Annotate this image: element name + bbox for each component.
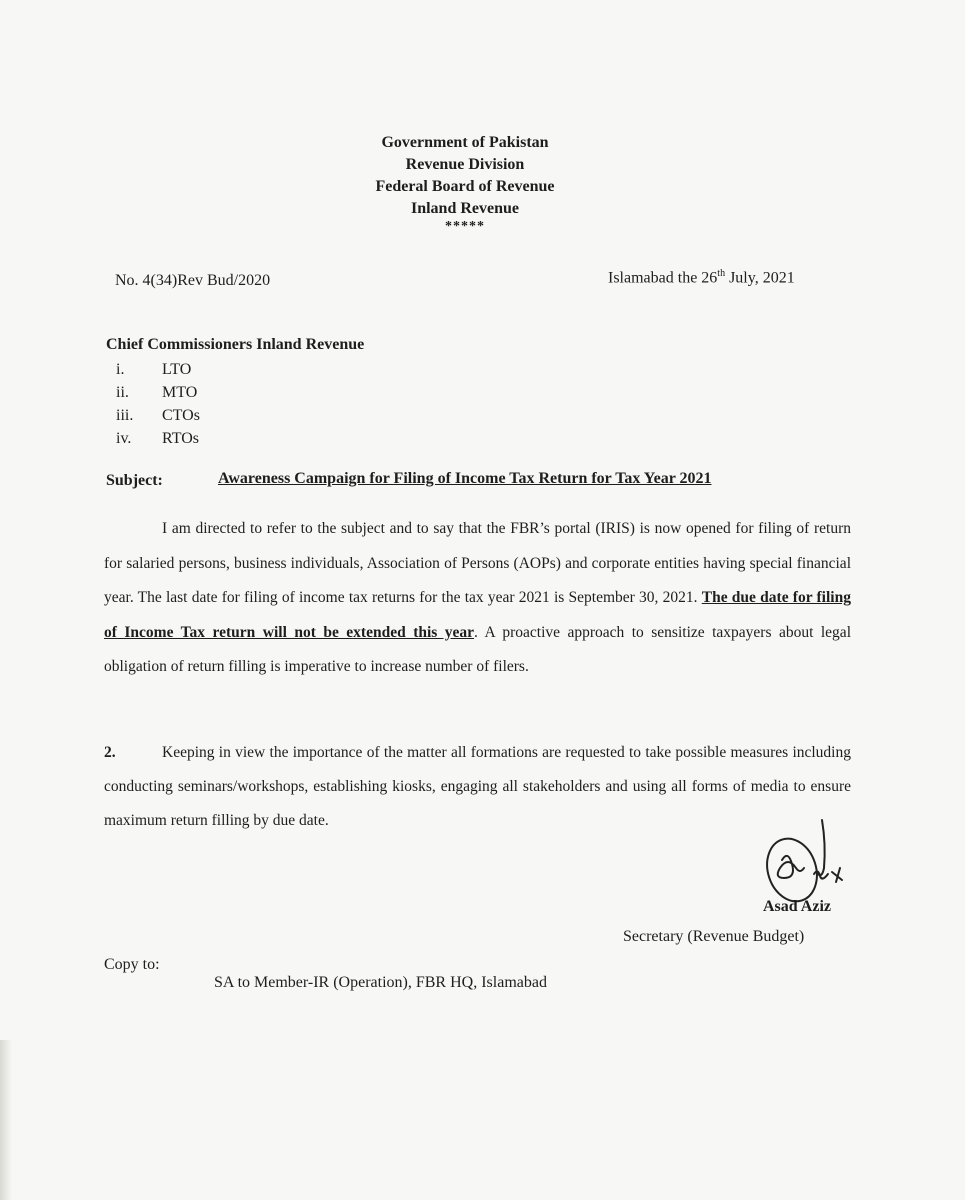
list-item <box>116 358 200 381</box>
letter-date <box>608 268 795 287</box>
reference-number: No. 4(34)Rev Bud/2020 <box>115 272 271 289</box>
list-item-number: i. <box>116 361 125 378</box>
date-ordinal-suffix: th <box>717 268 726 279</box>
letterhead <box>300 132 630 234</box>
paragraph-1-emphasis: The due date for filing of Income Tax return will not be extended this year <box>104 589 851 641</box>
paragraph-2 <box>104 736 851 838</box>
paragraph-2-text: Keeping in view the importance of the matter all formations are requested to take possible measures including conducting seminars/workshops, establishing kiosks, engaging all stakeholders and using all forms of media to ensure maximum return filling by due date. <box>104 744 851 829</box>
date-prefix: Islamabad the 26 <box>608 269 718 287</box>
addressee-list <box>116 358 200 450</box>
list-item-label: RTOs <box>162 430 199 447</box>
paragraph-2-number: 2. <box>104 744 116 761</box>
letterhead-wing: Inland Revenue <box>410 200 520 217</box>
date-rest: July, 2021 <box>725 269 795 287</box>
list-item-number: ii. <box>116 384 129 401</box>
handwritten-signature <box>752 812 852 904</box>
list-item <box>116 381 200 404</box>
signer-name: Asad Aziz <box>763 898 831 915</box>
page-edge-shadow <box>0 1040 12 1200</box>
letterhead-division: Revenue Division <box>405 156 525 173</box>
paragraph-1-text: I am directed to refer to the subject and to say that the FBR’s portal (IRIS) is now opened for filing of return for salaried persons, business individuals, Association of Persons (AOPs) and corporate entities having special financial year. The last date for filing of income tax returns for the tax year 2021 is September 30, 2021. <box>104 520 851 606</box>
signer-title: Secretary (Revenue Budget) <box>623 928 805 945</box>
list-item <box>116 427 200 450</box>
paragraph-1 <box>104 512 851 685</box>
letterhead-board: Federal Board of Revenue <box>375 178 555 195</box>
paragraph-1-text-end: . A proactive approach to sensitize taxpayers about legal obligation of return filling is imperative to increase number of filers. <box>104 623 851 675</box>
subject-label: Subject: <box>106 472 163 489</box>
addressee-title: Chief Commissioners Inland Revenue <box>106 336 365 353</box>
letterhead-stars: ***** <box>445 219 485 234</box>
subject-text: Awareness Campaign for Filing of Income Tax Return for Tax Year 2021 <box>218 470 712 487</box>
copy-to-label: Copy to: <box>104 956 160 973</box>
list-item-label: MTO <box>162 384 198 401</box>
list-item-label: LTO <box>162 361 192 378</box>
list-item-number: iv. <box>116 430 132 447</box>
letterhead-government: Government of Pakistan <box>381 134 549 151</box>
copy-to-recipient: SA to Member-IR (Operation), FBR HQ, Islamabad <box>214 974 547 991</box>
list-item <box>116 404 200 427</box>
list-item-number: iii. <box>116 407 134 424</box>
list-item-label: CTOs <box>162 407 200 424</box>
